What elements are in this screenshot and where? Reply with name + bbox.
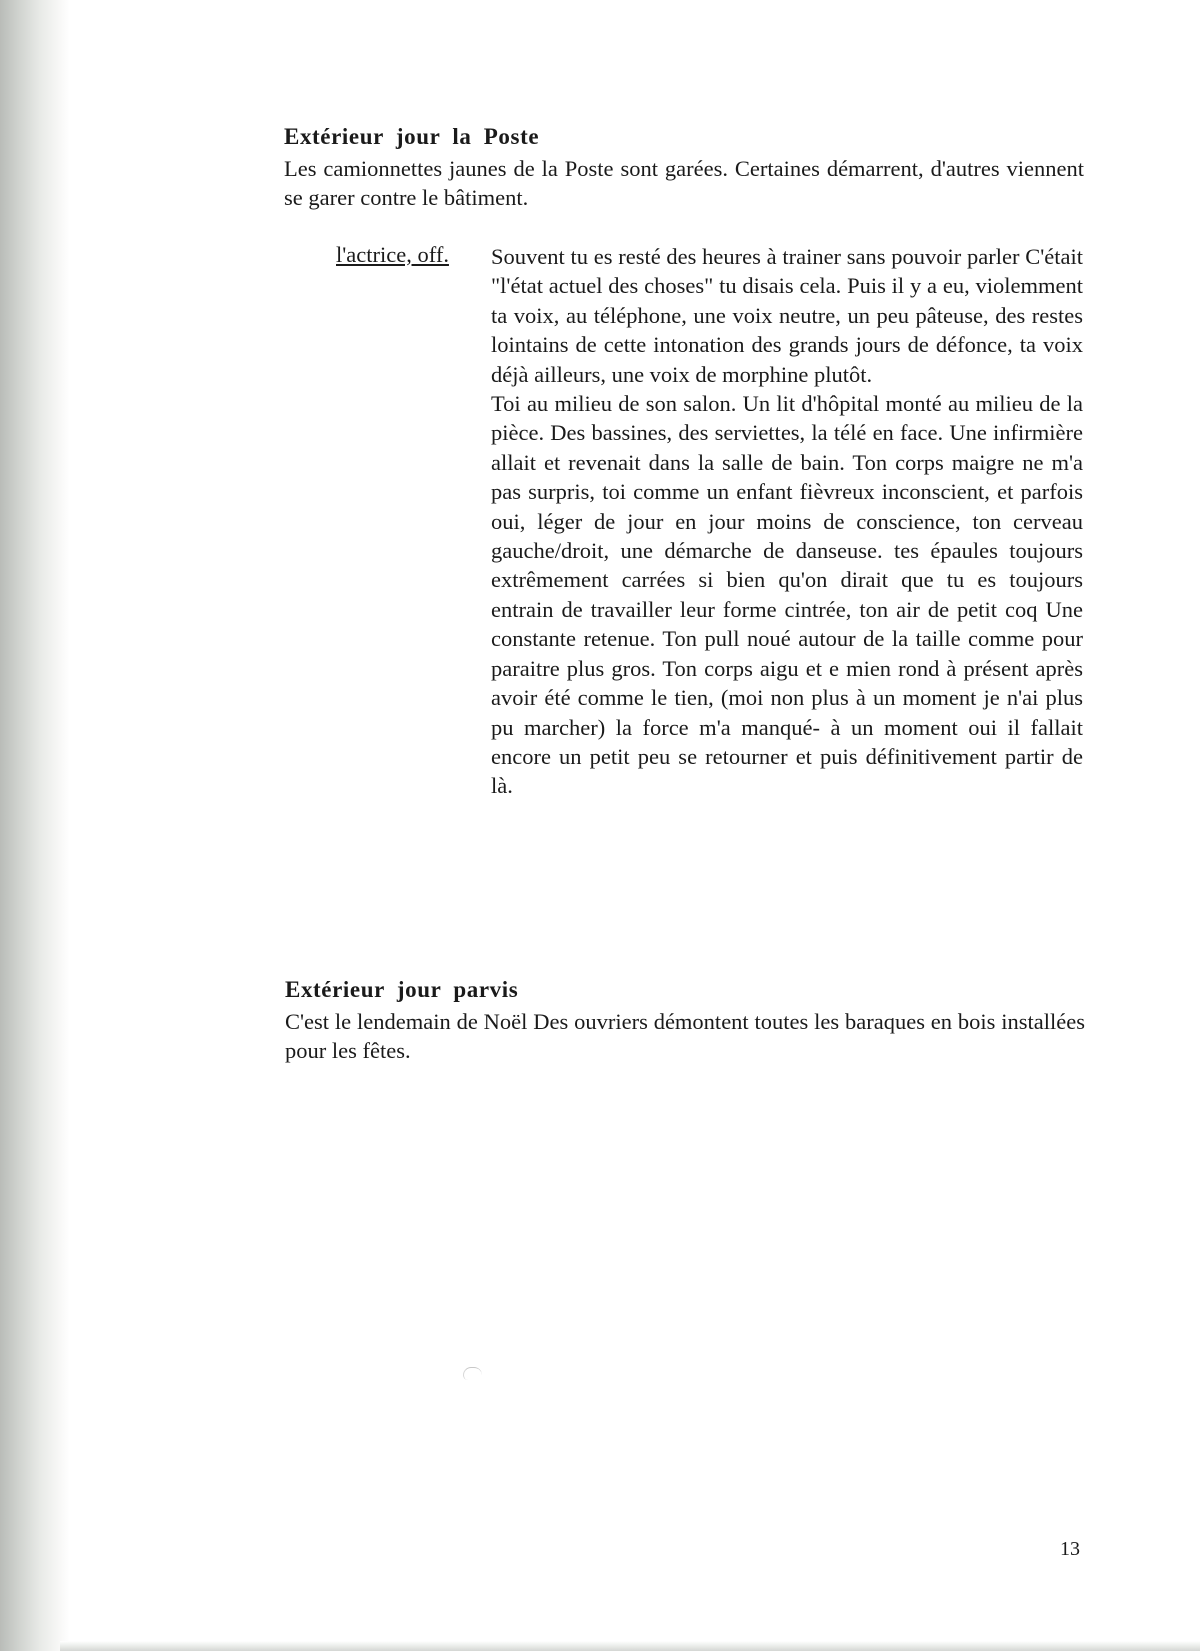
scan-smudge xyxy=(463,1367,482,1380)
speaker-label: l'actrice, off. xyxy=(336,242,449,267)
scene-heading-parvis: Extérieur jour parvis xyxy=(285,977,519,1002)
scene-description-la-poste: Les camionnettes jaunes de la Poste sont garées. Certaines démarrent, d'autres viennent se garer contre le bâtiment. xyxy=(284,156,1084,210)
scene-description-parvis: C'est le lendemain de Noël Des ouvriers démontent toutes les baraques en bois installées pour les fêtes. xyxy=(285,1009,1085,1063)
scene-heading-la-poste: Extérieur jour la Poste xyxy=(284,124,540,149)
page-number: 13 xyxy=(1060,1538,1080,1560)
dialogue-paragraph-2: Toi au milieu de son salon. Un lit d'hôpital monté au milieu de la pièce. Des bassines, des serviettes, la télé en face. Une infirmière allait et revenait dans la salle de bain. Ton corps maigre ne m'a pas surpris, toi comme un enfant fièvreux inconscient, et parfois oui, léger de jour en jour moins de conscience, ton cerveau gauche/droit, une démarche de danseuse. tes épaules toujours extrêmement carrées si bien qu'on dirait que tu es toujours entrain de travailler leur forme cintrée, ton air de petit coq Une constante retenue. Ton pull noué autour de la taille comme pour paraitre plus gros. Ton corps aigu et e mien rond à présent après avoir été comme le tien, (moi non plus à un moment je n'ai plus pu marcher) la force m'a manqué- à un moment oui il fallait encore un petit peu se retourner et puis définitivement partir de là. xyxy=(491,391,1083,799)
dialogue-paragraph-1: Souvent tu es resté des heures à trainer sans pouvoir parler C'était "l'état actuel des choses" tu disais cela. Puis il y a eu, violemment ta voix, au téléphone, une voix neutre, un peu pâteuse, des restes lointains de cette intonation des grands jours de défonce, ta voix déjà ailleurs, une voix de morphine plutôt. xyxy=(491,244,1083,387)
dialogue-block xyxy=(491,242,1083,801)
scan-binding-edge xyxy=(0,0,70,1651)
scan-bottom-edge xyxy=(60,1641,1200,1651)
